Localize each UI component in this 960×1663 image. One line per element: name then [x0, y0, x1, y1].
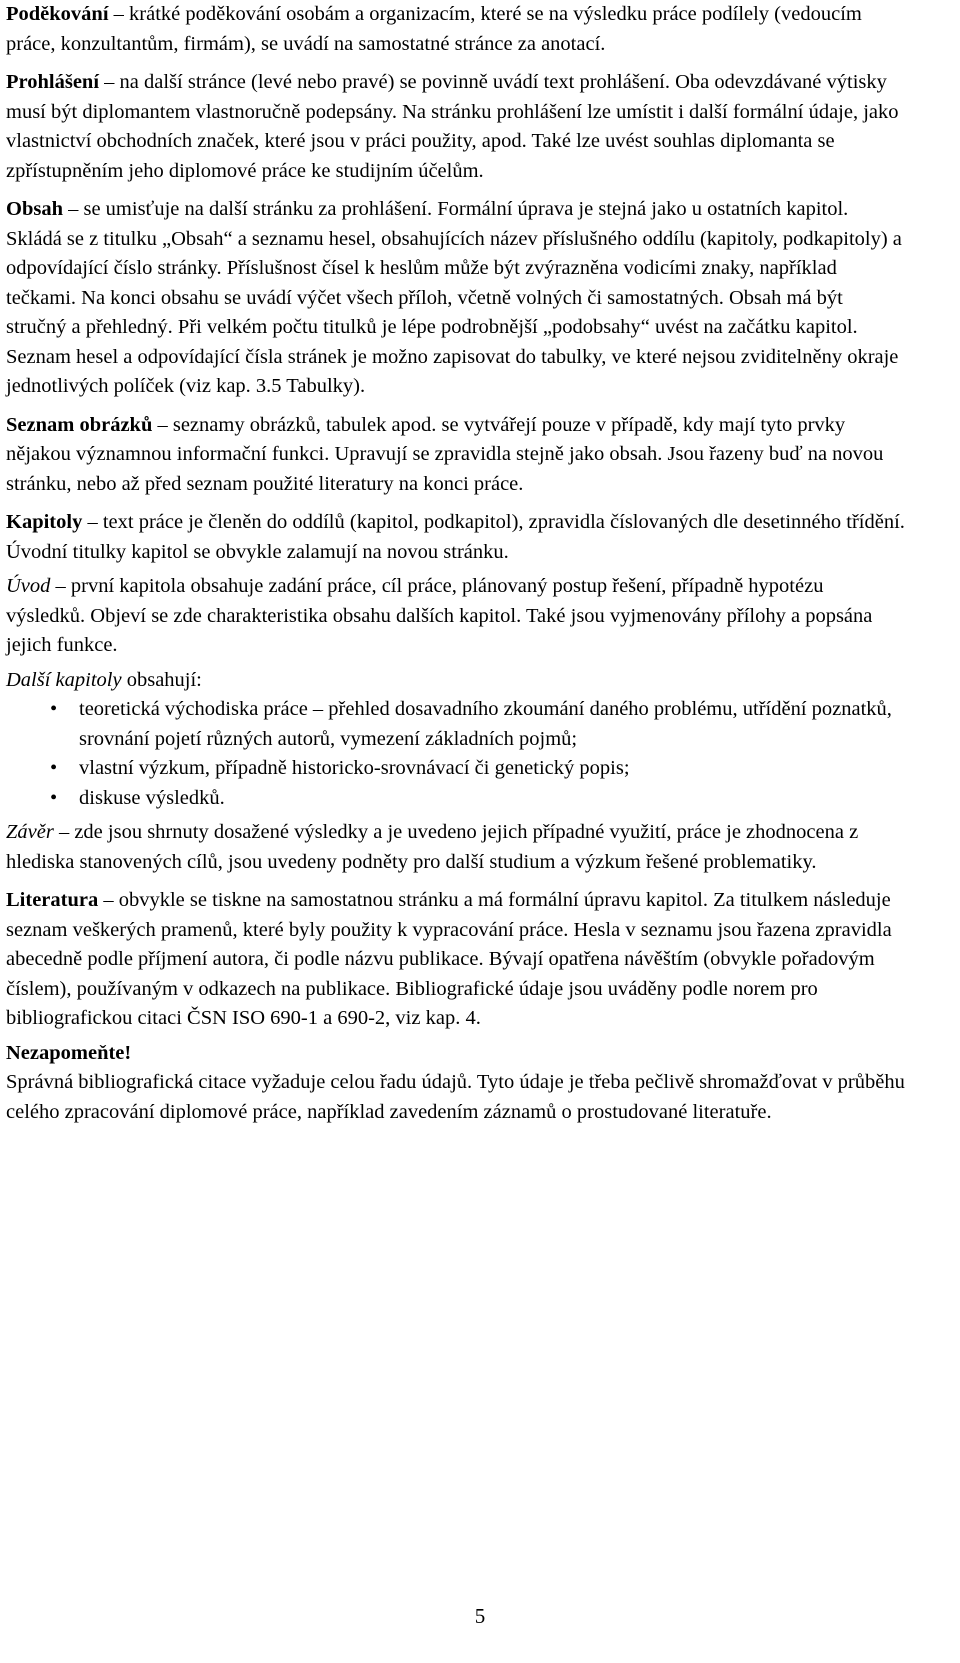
term-uvod: Úvod: [6, 575, 51, 597]
paragraph-obsah-table: [6, 343, 906, 402]
text-literatura: – obvykle se tiskne na samostatnou stránku a má formální úpravu kapitol. Za titulkem následuje seznam veškerých pramenů, které byly použity k vypracování práce. Hesla v seznamu jsou řazena zpravidla abecedně podle příjmení autora, či podle názvu publikace. Bývají opatřena návěštím (obvykle pořadovým číslem), používaným v odkazech na publikace. Bibliografické údaje jsou uváděny podle norem pro bibliografickou citaci ČSN ISO 690-1 a 690-2, viz kap. 4.: [6, 889, 892, 1029]
text-uvod: – první kapitola obsahuje zadání práce, cíl práce, plánovaný postup řešení, případně hypotézu výsledků. Objeví se zde charakteristika obsahu dalších kapitol. Také jsou vyjmenovány přílohy a popsána jejich funkce.: [6, 575, 873, 656]
term-kapitoly: Kapitoly: [6, 511, 83, 533]
paragraph-prohlaseni: [6, 68, 906, 186]
paragraph-literatura: [6, 886, 906, 1034]
paragraph-zaver: [6, 818, 906, 877]
list-item-text: teoretická východiska práce – přehled dosavadního zkoumání daného problému, utřídění poznatků, srovnání pojetí různých autorů, vymezení základních pojmů;: [79, 698, 892, 750]
term-prohlaseni: Prohlášení: [6, 71, 100, 93]
list-item-text: diskuse výsledků.: [79, 786, 225, 809]
list-item: [6, 754, 906, 784]
text-prohlaseni: – na další stránce (levé nebo pravé) se povinně uvádí text prohlášení. Oba odevzdávané výtisky musí být diplomantem vlastnoručně podepsány. Na stránku prohlášení lze umístit i další formální údaje, jako vlastnictví obchodních značek, které jsou v práci použity, apod. Také lze uvést souhlas diplomanta se zpřístupněním jeho diplomové práce ke studijním účelům.: [6, 71, 899, 182]
paragraph-dalsi-kapitoly: [6, 666, 906, 696]
term-podekovani: Poděkování: [6, 3, 109, 25]
text-kapitoly: – text práce je členěn do oddílů (kapitol, podkapitol), zpravidla číslovaných dle desetinného třídění. Úvodní titulky kapitol se obvykle zalamují na novou stránku.: [6, 511, 905, 563]
paragraph-nezapomente: [6, 1068, 906, 1127]
text-dalsi-kapitoly: obsahují:: [121, 668, 202, 691]
bullet-list: [6, 695, 906, 813]
term-zaver: Závěr: [6, 821, 54, 843]
heading-nezapomente: [6, 1039, 906, 1069]
term-obsah: Obsah: [6, 198, 63, 220]
list-item-text: vlastní výzkum, případně historicko-srovnávací či genetický popis;: [79, 757, 630, 779]
paragraph-obsah: [6, 195, 906, 343]
nezapomente-heading: Nezapomeňte!: [6, 1041, 132, 1064]
text-obsah-table: Seznam hesel a odpovídající čísla stránek je možno zapisovat do tabulky, ve které nejsou zviditelněny okraje jednotlivých políček (viz kap. 3.5 Tabulky).: [6, 345, 899, 397]
text-nezapomente: Správná bibliografická citace vyžaduje celou řadu údajů. Tyto údaje je třeba pečlivě shromažďovat v průběhu celého zpracování diplomové práce, například zavedením záznamů o prostudované literatuře.: [6, 1071, 905, 1123]
list-item: [6, 695, 906, 754]
paragraph-podekovani: [6, 0, 906, 59]
paragraph-seznam-obrazku: [6, 411, 906, 500]
term-seznam-obrazku: Seznam obrázků: [6, 413, 153, 436]
document-body: [6, 0, 906, 1127]
text-zaver: – zde jsou shrnuty dosažené výsledky a je uvedeno jejich případné využití, práce je zhodnocena z hlediska stanovených cílů, jsou uvedeny podněty pro další studium a výzkum řešené problematiky.: [6, 821, 859, 873]
term-literatura: Literatura: [6, 889, 99, 911]
bullet-icon: •: [50, 757, 58, 779]
bullet-icon: •: [50, 698, 58, 720]
term-dalsi-kapitoly: Další kapitoly: [6, 668, 122, 691]
text-podekovani: – krátké poděkování osobám a organizacím, které se na výsledku práce podílely (vedoucím práce, konzultantům, firmám), se uvádí na samostatné stránce za anotací.: [6, 3, 862, 55]
text-obsah: – se umisťuje na další stránku za prohlášení. Formální úprava je stejná jako u ostatních kapitol. Skládá se z titulku „Obsah“ a seznamu hesel, obsahujících název příslušného oddílu (kapitoly, podkapitoly) a odpovídající číslo stránky. Příslušnost čísel k heslům může být zvýrazněna vodicími znaky, například tečkami. Na konci obsahu se uvádí výčet všech příloh, včetně volných či samostatných. Obsah má být stručný a přehledný. Při velkém počtu titulků je lépe podrobnější „podobsahy“ uvést na začátku kapitol.: [6, 198, 902, 338]
paragraph-uvod: [6, 572, 906, 661]
list-item: [6, 784, 906, 814]
bullet-icon: •: [50, 786, 58, 809]
paragraph-kapitoly: [6, 508, 906, 567]
text-seznam-obrazku: – seznamy obrázků, tabulek apod. se vytvářejí pouze v případě, kdy mají tyto prvky nějakou významnou informační funkci. Upravují se zpravidla stejně jako obsah. Jsou řazeny buď na novou stránku, nebo až před seznam použité literatury na konci práce.: [6, 413, 884, 495]
page-number: 5: [474, 1604, 486, 1628]
